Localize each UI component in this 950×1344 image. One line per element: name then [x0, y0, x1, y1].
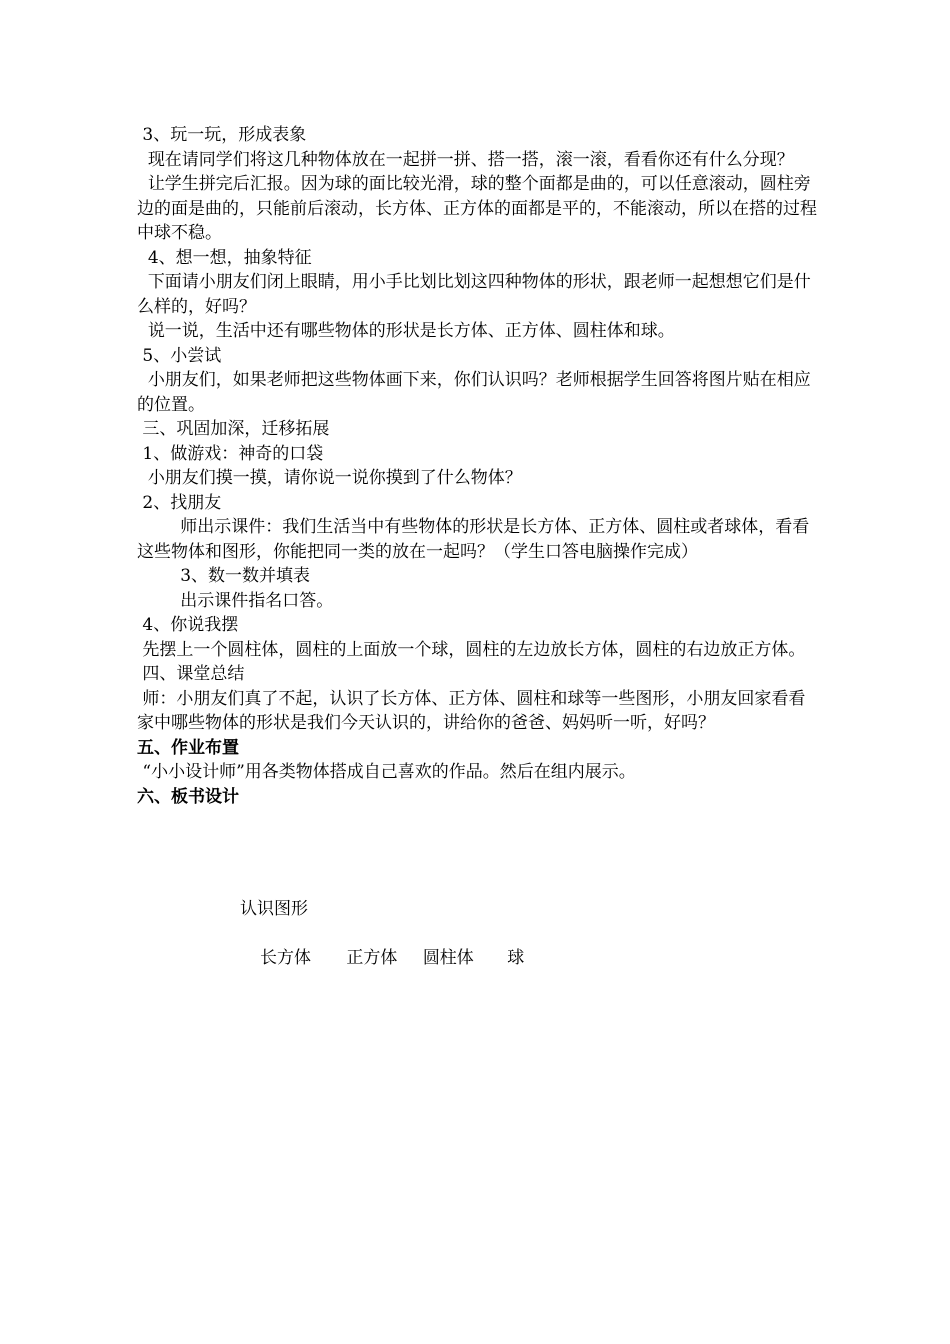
paragraph-12: 2、找朋友	[137, 492, 222, 513]
board-items	[260, 946, 524, 971]
paragraph-5: 下面请小朋友们闭上眼睛，用小手比划比划这四种物体的形状，跟老师一起想想它们是什么样的，好吗？	[137, 272, 811, 317]
paragraph-2: 现在请同学们将这几种物体放在一起拼一拼、搭一搭，滚一滚，看看你还有什么分现？	[137, 149, 794, 170]
paragraph-1: 3、玩一玩，形成表象	[137, 125, 307, 145]
paragraph-3: 让学生拼完后汇报。因为球的面比较光滑，球的整个面都是曲的，可以任意滚动，圆柱旁边的面是曲的，只能前后滚动，长方体、正方体的面都是平的，不能滚动，所以在搭的过程中球不稳。	[137, 174, 817, 243]
section-heading-6: 六、板书设计	[137, 786, 239, 807]
paragraph-4: 4、想一想，抽象特征	[137, 247, 312, 268]
paragraph-17: 先摆上一个圆柱体，圆柱的上面放一个球，圆柱的左边放长方体，圆柱的右边放正方体。	[137, 639, 806, 660]
section-heading-4: 四、课堂总结	[137, 664, 245, 684]
board-item-cylinder: 圆柱体	[422, 948, 474, 968]
paragraph-6: 说一说，生活中还有哪些物体的形状是长方体、正方体、圆柱体和球。	[137, 321, 675, 341]
paragraph-11: 小朋友们摸一摸，请你说一说你摸到了什么物体？	[137, 468, 522, 488]
board-item-sphere: 球	[507, 948, 525, 968]
paragraph-19: 师：小朋友们真了不起，认识了长方体、正方体、圆柱和球等一些图形，小朋友回家看看家中哪些物体的形状是我们今天认识的，讲给你的爸爸、妈妈听一听，好吗？	[137, 688, 806, 733]
document-body	[137, 123, 822, 809]
paragraph-15: 出示课件指名口答。	[137, 590, 334, 611]
paragraph-21: “小小设计师”用各类物体搭成自己喜欢的作品。然后在组内展示。	[137, 762, 636, 782]
board-item-cuboid: 长方体	[260, 948, 311, 968]
paragraph-14: 3、数一数并填表	[137, 566, 311, 586]
board-title: 认识图形	[240, 899, 308, 919]
board-item-cube: 正方体	[346, 948, 398, 968]
paragraph-7: 5、小尝试	[137, 345, 222, 366]
paragraph-16: 4、你说我摆	[137, 615, 239, 635]
paragraph-13: 师出示课件：我们生活当中有些物体的形状是长方体、正方体、圆柱或者球体，看看这些物体和图形，你能把同一类的放在一起吗？（学生口答电脑操作完成）	[137, 517, 810, 562]
section-heading-5: 五、作业布置	[137, 737, 239, 758]
paragraph-8: 小朋友们，如果老师把这些物体画下来，你们认识吗？老师根据学生回答将图片贴在相应的位置。	[137, 370, 811, 415]
section-heading-3: 三、巩固加深，迁移拓展	[137, 419, 330, 439]
paragraph-10: 1、做游戏：神奇的口袋	[137, 443, 324, 464]
